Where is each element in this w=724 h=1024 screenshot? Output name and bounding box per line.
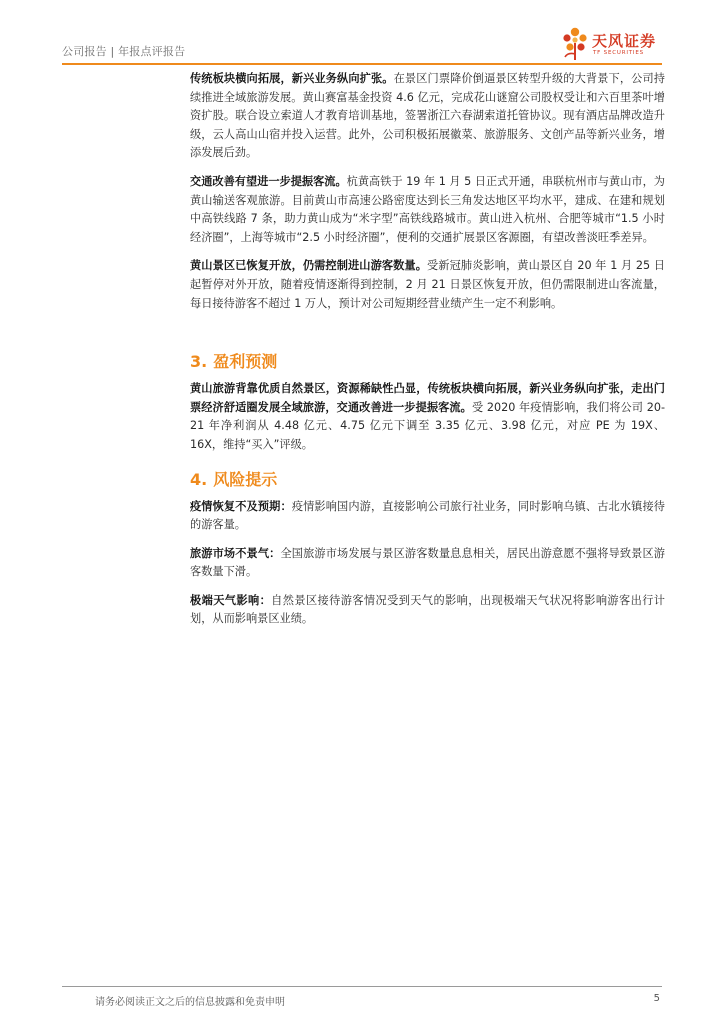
header-divider — [62, 63, 662, 65]
paragraph-reopening — [190, 257, 665, 313]
paragraph-transport — [190, 173, 665, 247]
brand-subtitle: TF SECURITIES — [593, 50, 644, 56]
risk-body: 全国旅游市场发展与景区游客数量息息相关，居民出游意愿不强将导致景区游客数量下滑。 — [190, 546, 665, 579]
risk-lead: 疫情恢复不及预期： — [190, 499, 292, 513]
risk-item-weather — [190, 592, 665, 629]
section-title: 盈利预测 — [213, 352, 278, 372]
footer-disclaimer: 请务必阅读正文之后的信息披露和免责申明 — [95, 997, 285, 1008]
paragraph-lead: 传统板块横向拓展，新兴业务纵向扩张。 — [190, 72, 394, 85]
paragraph-body: 受 2020 年疫情影响，我们将公司 20-21 年净利润从 4.48 亿元、4.75 亿元下调至 3.35 亿元、3.98 亿元，对应 PE 为 19X、16X，维持“买入”评级。 — [190, 400, 665, 451]
risk-lead: 极端天气影响： — [190, 593, 272, 607]
paragraph-lead: 交通改善有望进一步提振客流。 — [190, 174, 347, 188]
section-heading-forecast — [190, 351, 665, 373]
risk-body: 自然景区接待游客情况受到天气的影响，出现极端天气状况将影响游客出行计划，从而影响景区业绩。 — [190, 593, 665, 626]
paragraph-body: 在景区门票降价倒逼景区转型升级的大背景下，公司持续推进全域旅游发展。黄山赛富基金投资 4.6 亿元，完成花山谜窟公司股权受让和六百里茶叶增资扩股。联合设立索道人才教育培训基地，签署浙江六春湖索道托管协议。现有酒店品牌改造升级，云人高山山宿并投入运营。此外，公司积极拓展徽菜、旅游服务、文创产品等新兴业务，增添发展后劲。 — [190, 72, 665, 160]
section-number: 4. — [190, 469, 208, 489]
page-number: 5 — [653, 993, 660, 1004]
risk-item-market — [190, 545, 665, 582]
paragraph-lead: 黄山旅游背靠优质自然景区，资源稀缺性凸显，传统板块横向拓展，新兴业务纵向扩张，走出门票经济舒适圈发展全域旅游，交通改善进一步提振客流。 — [190, 382, 665, 414]
footer-divider — [62, 986, 662, 987]
report-type-label: 公司报告 | 年报点评报告 — [62, 45, 186, 58]
flower-logo-icon — [558, 24, 592, 62]
paragraph-body: 受新冠肺炎影响，黄山景区自 20 年 1 月 25 日起暂停对外开放，随着疫情逐渐得到控制，2 月 21 日景区恢复开放，但仍需限制进山客流量，每日接待游客不超过 1 万人，预计对公司短期经营业绩产生一定不利影响。 — [190, 259, 665, 310]
paragraph-body: 杭黄高铁于 19 年 1 月 5 日正式开通，串联杭州市与黄山市，为黄山输送客观旅游。目前黄山市高速公路密度达到长三角发达地区平均水平，建成、在建和规划中高铁线路 7 条，助力黄山成为“米字型”高铁线路城市。黄山进入杭州、合肥等城市“1.5 小时经济圈”，上海等城市“2.5 小时经济圈”，便利的交通扩展景区客源圈，有望改善淡旺季差异。 — [190, 174, 665, 244]
risk-lead: 旅游市场不景气： — [190, 546, 281, 560]
main-content — [190, 70, 665, 639]
risk-item-epidemic — [190, 498, 665, 535]
section-title: 风险提示 — [213, 469, 278, 489]
paragraph-lead: 黄山景区已恢复开放，仍需控制进山游客数量。 — [190, 259, 427, 273]
paragraph-traditional-business — [190, 70, 665, 163]
brand-name: 天风证券 — [592, 32, 657, 50]
brand-logo — [558, 24, 662, 62]
risk-body: 疫情影响国内游，直接影响公司旅行社业务，同时影响乌镇、古北水镇接待的游客量。 — [190, 499, 665, 532]
paragraph-forecast — [190, 380, 665, 454]
section-number: 3. — [190, 352, 208, 372]
section-heading-risk — [190, 469, 665, 491]
